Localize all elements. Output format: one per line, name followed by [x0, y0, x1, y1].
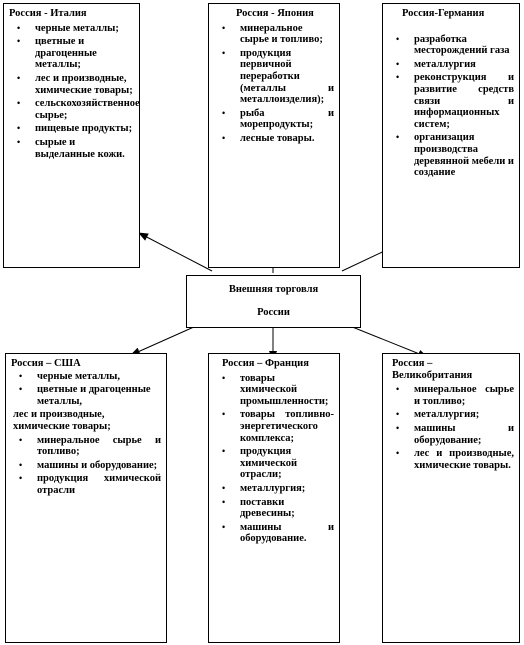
- box-title: Россия - Италия: [9, 8, 87, 19]
- list-item: • поставки древесины;: [214, 497, 334, 520]
- plain-item: лес и производные, химические товары;: [13, 409, 111, 432]
- list-item: • черные металлы;: [9, 23, 134, 35]
- box-title: Россия – США: [11, 358, 81, 369]
- box-russia-uk: [382, 353, 520, 643]
- list-item: • товары химической промышленности;: [214, 373, 334, 408]
- list-item: • лес и производные, химические товары.: [388, 448, 514, 471]
- item-list: [9, 22, 140, 161]
- list-item: • лесные товары.: [214, 133, 334, 145]
- item-list: [11, 371, 161, 408]
- box-russia-germany: [382, 3, 520, 268]
- list-item: • продукция первичной переработки (металлы и металлоизделия);: [214, 48, 334, 106]
- center-line-1: Внешняя торговля: [228, 284, 319, 295]
- list-item: • металлургия: [388, 59, 514, 71]
- box-russia-usa: [5, 353, 167, 643]
- list-item: • минеральное сырье и топливо;: [214, 23, 334, 46]
- list-item: • металлургия;: [214, 483, 334, 495]
- list-item: • реконструкция и развитие средств связи и информационных систем;: [388, 72, 514, 130]
- list-item: • продукция химической отрасли;: [214, 446, 334, 481]
- list-item: • черные металлы,: [11, 371, 161, 383]
- list-item: • минеральное сырье и топливо;: [11, 435, 161, 458]
- arrow-to-italy: [139, 233, 212, 271]
- list-item: • машины и оборудование.: [214, 522, 334, 545]
- box-title: Россия – Великобритания: [392, 358, 473, 381]
- list-item: • машины и оборудование;: [388, 423, 514, 446]
- box-title: Россия – Франция: [222, 358, 309, 369]
- list-item: • сельскохозяйственное сырье;: [9, 98, 134, 121]
- item-list: [11, 435, 161, 497]
- list-item: • минеральное сырье и топливо;: [388, 384, 514, 407]
- list-item: • продукция химической отрасли: [11, 473, 161, 496]
- list-item: • пищевые продукты;: [9, 123, 134, 135]
- center-box-foreign-trade: [186, 275, 361, 328]
- box-russia-france: [208, 353, 340, 643]
- list-item: • лес и производные, химические товары;: [9, 73, 134, 96]
- list-item: • разработка месторождений газа: [388, 34, 514, 57]
- center-line-2: России: [257, 307, 290, 318]
- item-list: [388, 384, 514, 471]
- item-list: [214, 373, 334, 545]
- list-item: • цветные и драгоценные металлы,: [11, 384, 161, 407]
- item-list: [388, 34, 514, 179]
- box-title: Россия - Япония: [236, 8, 314, 19]
- list-item: • машины и оборудование;: [11, 460, 161, 472]
- list-item: • сырые и выделанные кожи.: [9, 137, 134, 160]
- item-list: [214, 23, 334, 145]
- box-russia-japan: [208, 3, 340, 268]
- box-russia-italy: [3, 3, 140, 268]
- list-item: • металлургия;: [388, 409, 514, 421]
- list-item: • организация производства деревянной мебели и создание: [388, 132, 514, 178]
- list-item: • товары топливно-энергетического комплекса;: [214, 409, 334, 444]
- list-item: • цветные и драгоценные металлы;: [9, 36, 134, 71]
- box-title: Россия-Германия: [402, 8, 485, 19]
- list-item: • рыба и морепродукты;: [214, 108, 334, 131]
